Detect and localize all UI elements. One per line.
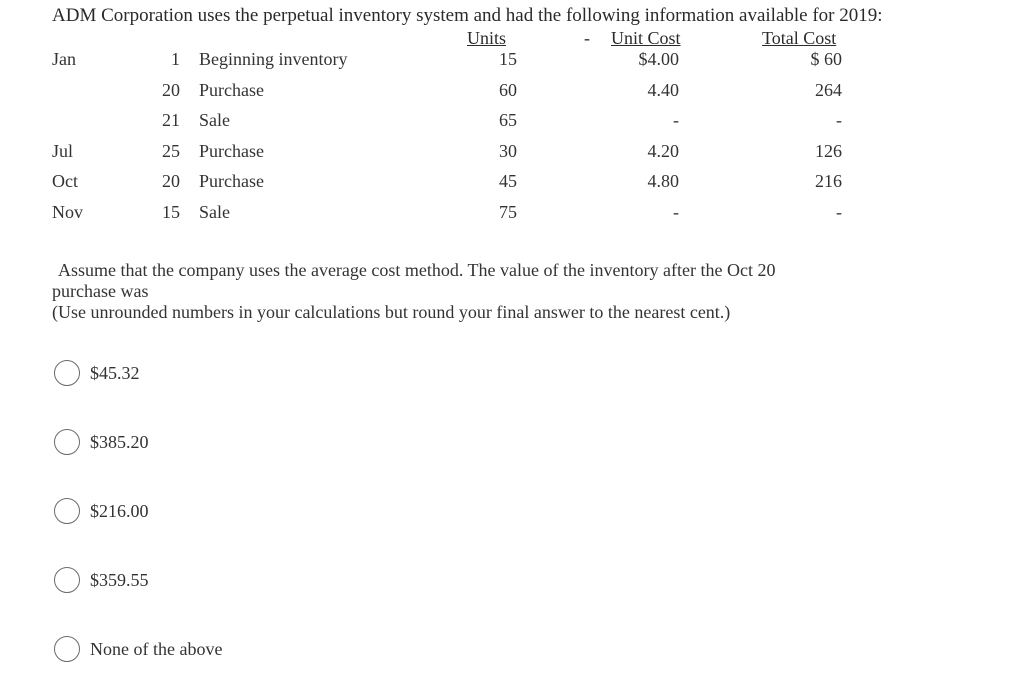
row-month: Oct [52,171,78,191]
option-label: $216.00 [90,500,149,521]
row-units: 75 [499,202,517,222]
row-unit-cost: 4.80 [647,171,679,191]
row-total-cost: 126 [815,141,842,161]
table-row [0,171,1024,195]
answer-option[interactable] [54,428,149,456]
radio-button[interactable] [54,360,80,386]
answer-option[interactable] [54,635,222,663]
row-units: 30 [499,141,517,161]
row-description: Purchase [199,80,264,100]
row-day: 20 [162,171,180,191]
row-unit-cost: 4.40 [647,80,679,100]
radio-button[interactable] [54,567,80,593]
answer-option[interactable] [54,566,149,594]
answer-option[interactable] [54,497,149,525]
row-description: Beginning inventory [199,49,348,69]
row-total-cost: - [836,202,842,222]
row-units: 45 [499,171,517,191]
row-unit-cost: 4.20 [647,141,679,161]
row-day: 21 [162,110,180,130]
row-unit-cost: $4.00 [638,49,679,69]
problem-intro: ADM Corporation uses the perpetual inventory system and had the following information available for 2019: [52,5,883,26]
row-total-cost: $ 60 [810,49,842,69]
radio-button[interactable] [54,429,80,455]
table-row [0,80,1024,104]
row-units: 60 [499,80,517,100]
row-day: 20 [162,80,180,100]
header-dash: - [584,28,590,48]
option-label: $359.55 [90,569,149,590]
row-total-cost: 264 [815,80,842,100]
question-line: Assume that the company uses the average cost method. The value of the inventory after the Oct 20 [58,260,776,280]
radio-button[interactable] [54,636,80,662]
table-row [0,49,1024,73]
row-unit-cost: - [673,110,679,130]
row-total-cost: - [836,110,842,130]
option-label: $45.32 [90,362,140,383]
row-units: 65 [499,110,517,130]
unit-cost-header: Unit Cost [611,28,681,48]
question-instruction: (Use unrounded numbers in your calculations but round your final answer to the nearest cent.) [52,302,731,322]
option-label: None of the above [90,638,223,659]
answer-option[interactable] [54,359,140,387]
row-description: Sale [199,202,230,222]
row-unit-cost: - [673,202,679,222]
radio-button[interactable] [54,498,80,524]
units-header: Units [467,28,507,48]
row-day: 15 [162,202,180,222]
table-row [0,202,1024,226]
table-row [0,110,1024,134]
row-month: Nov [52,202,83,222]
option-label: $385.20 [90,431,149,452]
question-text [52,260,872,323]
table-row [0,141,1024,165]
row-units: 15 [499,49,517,69]
row-month: Jan [52,49,76,69]
row-day: 25 [162,141,180,161]
question-line: purchase was [52,281,149,301]
row-description: Purchase [199,141,264,161]
row-day: 1 [171,49,180,69]
total-cost-header: Total Cost [762,28,837,48]
row-description: Purchase [199,171,264,191]
row-total-cost: 216 [815,171,842,191]
row-month: Jul [52,141,74,161]
row-description: Sale [199,110,230,130]
